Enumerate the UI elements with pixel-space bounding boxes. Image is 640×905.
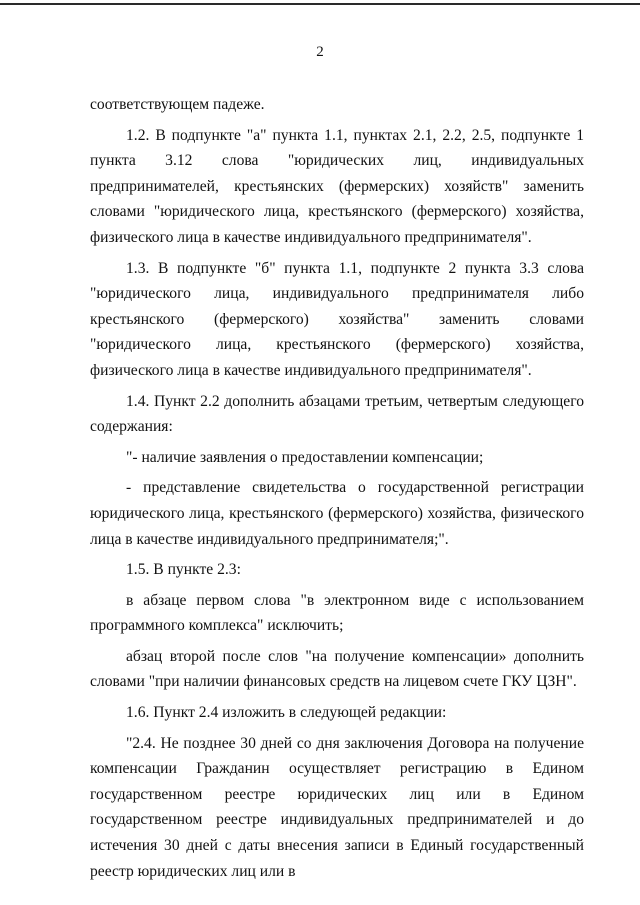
paragraph-1-3: 1.3. В подпункте "б" пункта 1.1, подпункте 2 пункта 3.3 слова "юридического лица, индивидуального предпринимателя либо крестьянского (фермерского) хозяйства" заменить словами "юридического лица, крестьянского (фермерского) хозяйства, физического лица в качестве индивидуального предпринимателя". xyxy=(90,259,584,379)
paragraph-1-5: 1.5. В пункте 2.3: xyxy=(126,561,241,579)
paragraph-quote-application: "- наличие заявления о предоставлении компенсации; xyxy=(126,448,484,466)
paragraph-1-2: 1.2. В подпункте "а" пункта 1.1, пунктах 2.1, 2.2, 2.5, подпункте 1 пункта 3.12 слова "юридических лиц, индивидуальных предпринимателей, крестьянских (фермерских) хозяйств" заменить словами "юридического лица, крестьянского (фермерского) хозяйства, физического лица в качестве индивидуального предпринимателя". xyxy=(90,126,584,246)
paragraph-second-abzac: абзац второй после слов "на получение компенсации» дополнить словами "при наличии финансовых средств на лицевом счете ГКУ ЦЗН". xyxy=(90,647,584,691)
paragraph-1-6: 1.6. Пункт 2.4 изложить в следующей редакции: xyxy=(126,704,447,722)
paragraph-continuation: соответствующем падеже. xyxy=(90,96,265,113)
paragraph-1-4: 1.4. Пункт 2.2 дополнить абзацами третьим, четвертым следующего содержания: xyxy=(90,392,584,436)
document-body xyxy=(90,92,584,884)
page-number: 2 xyxy=(316,44,324,60)
paragraph-2-4-text: "2.4. Не позднее 30 дней со дня заключения Договора на получение компенсации Гражданин осуществляет регистрацию в Едином государственном реестре юридических лиц или в Едином государственном реестре индивидуальных предпринимателей и до истечения 30 дней с даты внесения записи в Единый государственный реестр юридических лиц или в xyxy=(90,734,584,880)
scan-top-edge xyxy=(0,3,640,5)
paragraph-first-abzac: в абзаце первом слова "в электронном виде с использованием программного комплекса" исключить; xyxy=(90,591,584,635)
paragraph-quote-certificate: - представление свидетельства о государственной регистрации юридического лица, крестьянского (фермерского) хозяйства, физического лица в качестве индивидуального предпринимателя;". xyxy=(90,479,584,548)
